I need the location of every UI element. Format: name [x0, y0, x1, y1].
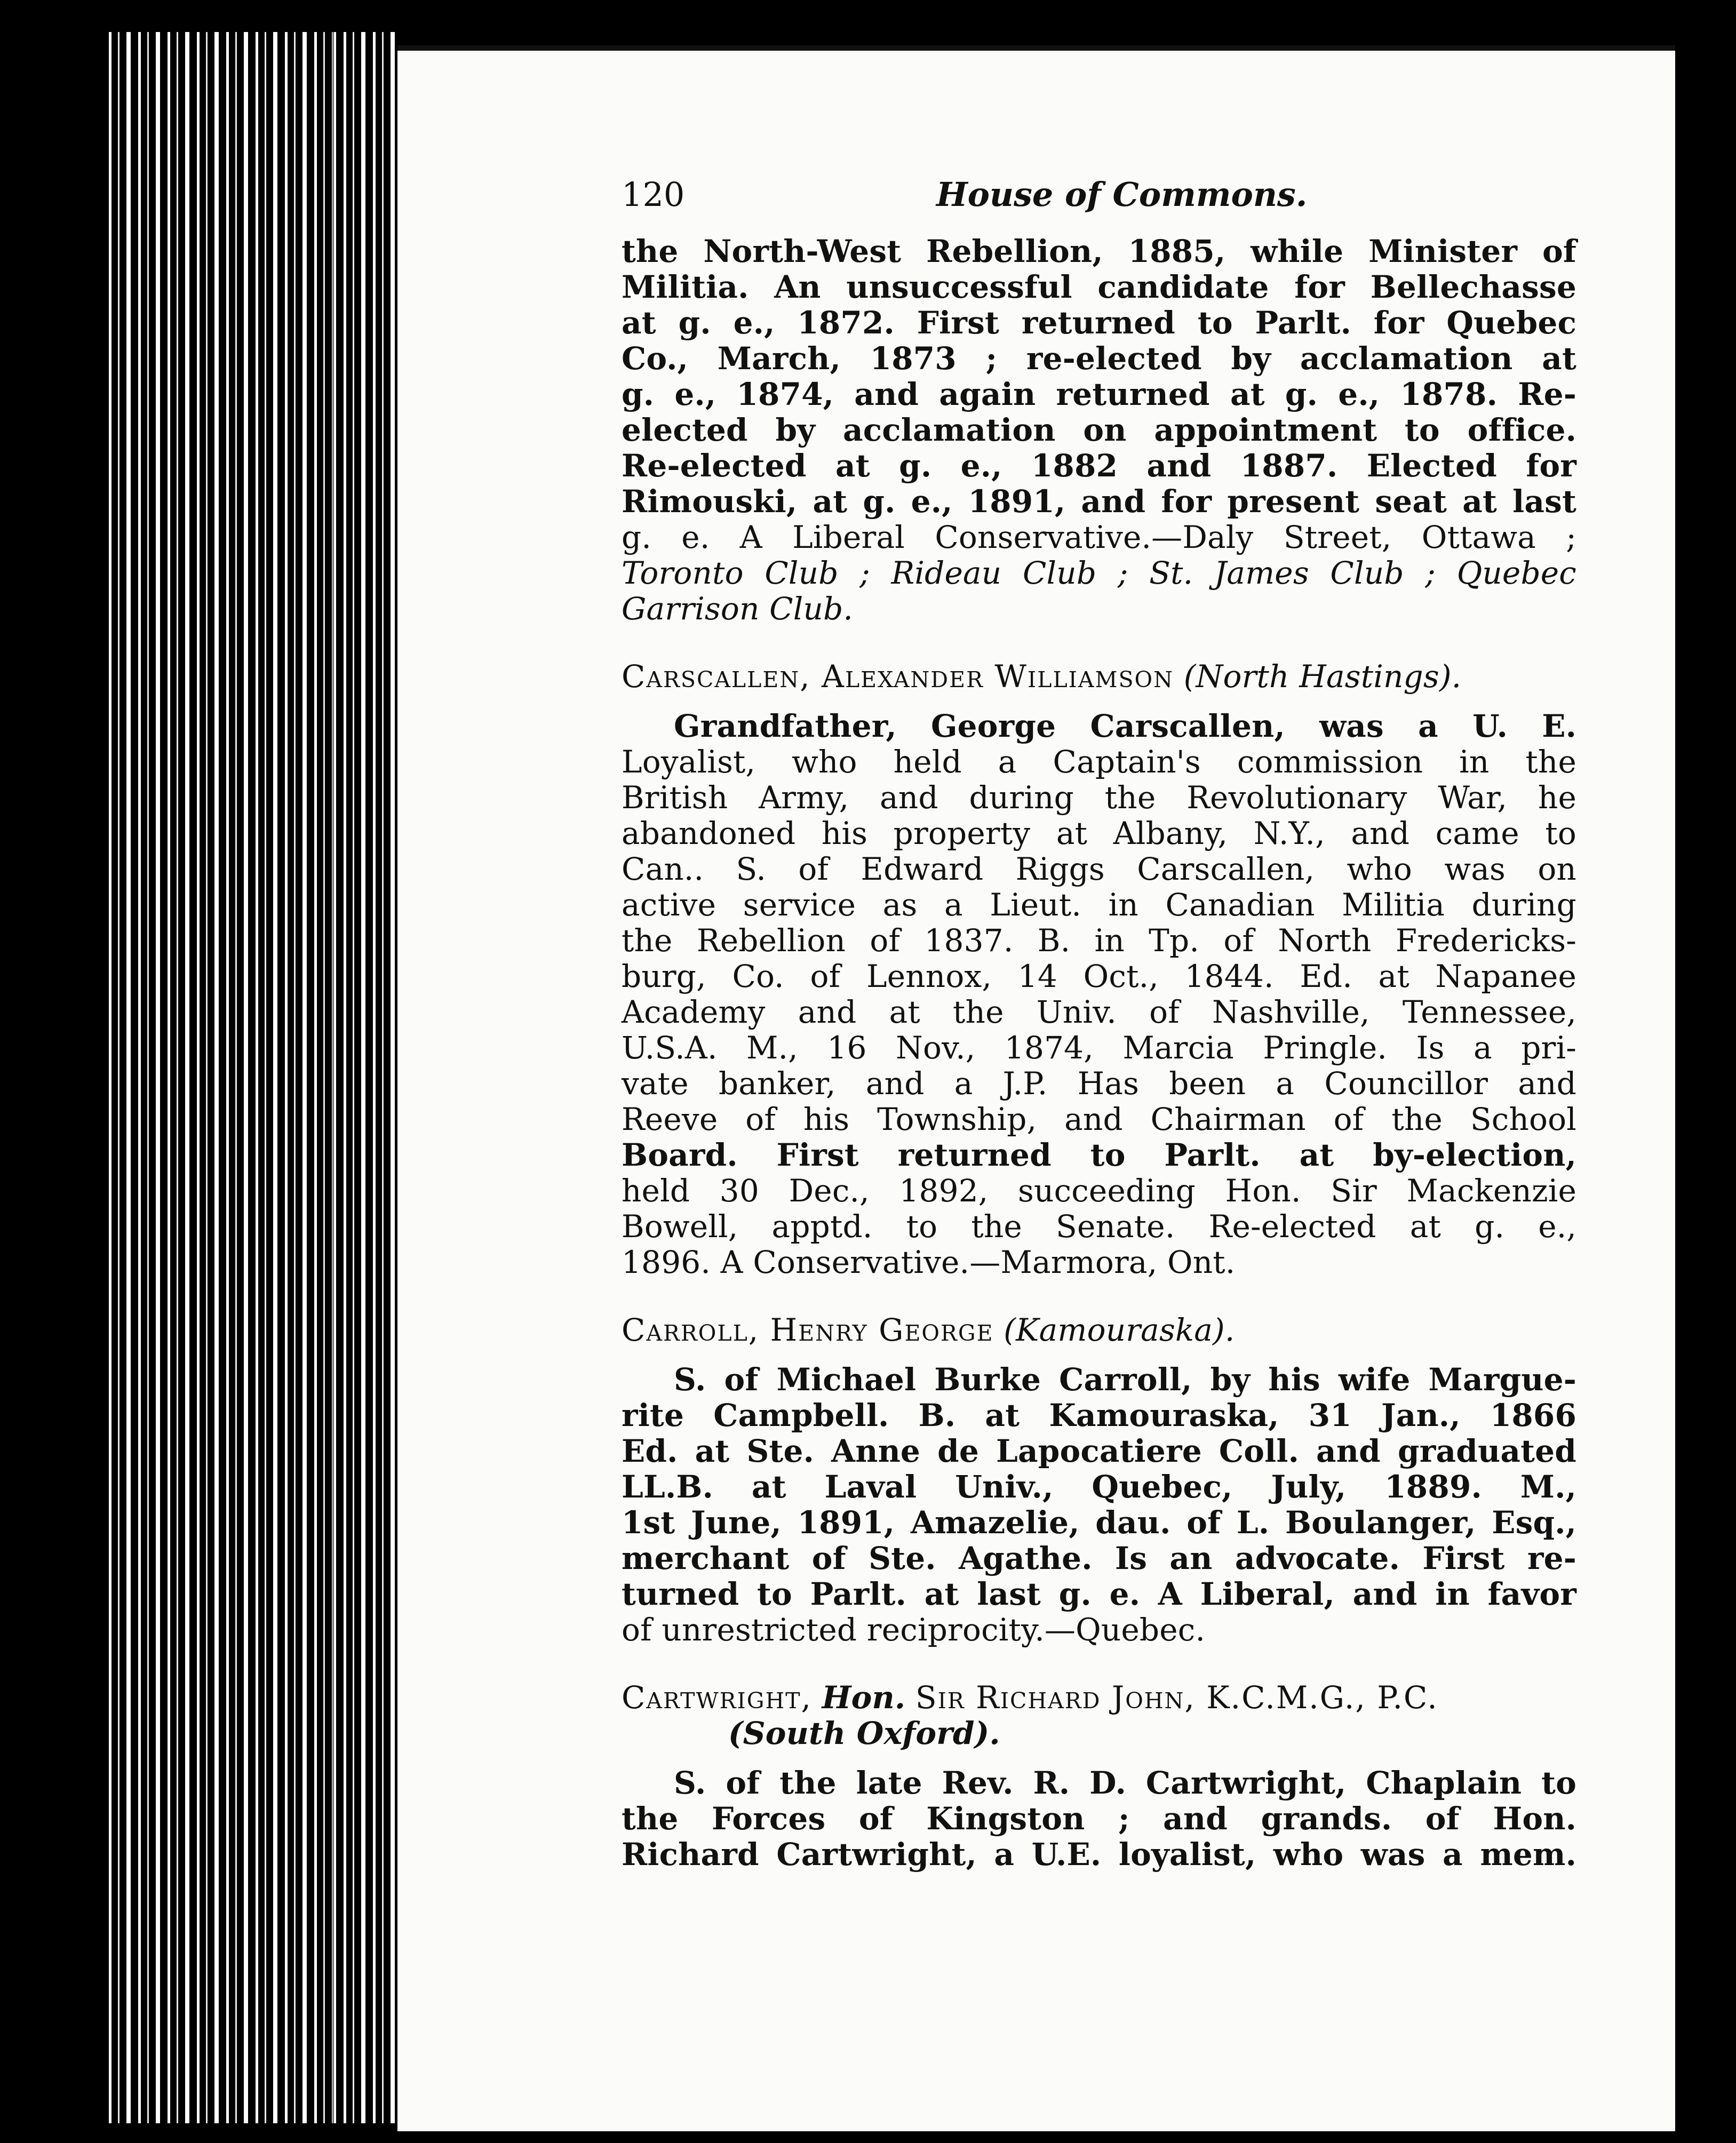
text-line: 1st June, 1891, Amazelie, dau. of L. Boulanger, Esq.,: [622, 1504, 1576, 1541]
book-page: [397, 45, 1675, 2131]
member-name: Carroll, Henry George: [622, 1312, 994, 1348]
text-line: Richard Cartwright, a U.E. loyalist, who was a mem.: [622, 1836, 1576, 1873]
text-line: active service as a Lieut. in Canadian Militia during: [622, 887, 1576, 923]
text-line: the Forces of Kingston ; and grands. of Hon.: [622, 1801, 1576, 1837]
text-line: at g. e., 1872. First returned to Parlt. for Quebec: [622, 305, 1576, 341]
text-line: merchant of Ste. Agathe. Is an advocate. First re-: [622, 1540, 1576, 1576]
text-line: Toronto Club ; Rideau Club ; St. James Club ; Quebec: [622, 555, 1576, 591]
member-riding: (Kamouraska).: [1004, 1312, 1235, 1348]
entry-heading: [622, 1312, 1576, 1348]
member-name: Cartwright,: [622, 1679, 812, 1716]
text-line: rite Campbell. B. at Kamouraska, 31 Jan., 1866: [622, 1397, 1576, 1433]
page-number: 120: [622, 175, 685, 214]
entry-carscallen: [622, 659, 1576, 1280]
entry-heading: [622, 659, 1576, 695]
entry-cartwright: [622, 1680, 1576, 1873]
text-line: Grandfather, George Carscallen, was a U. E.: [674, 708, 1576, 744]
text-line: Garrison Club.: [622, 591, 854, 627]
entry-heading: [622, 1680, 1576, 1716]
member-riding: (South Oxford).: [728, 1715, 1000, 1751]
text-line: the North-West Rebellion, 1885, while Minister of: [622, 233, 1576, 269]
member-riding: (North Hastings).: [1183, 658, 1462, 695]
member-name: Carscallen, Alexander Williamson: [622, 658, 1174, 695]
member-honorific: Hon.: [822, 1679, 906, 1716]
text-line: Co., March, 1873 ; re-elected by acclamation at: [622, 340, 1576, 377]
text-line: U.S.A. M., 16 Nov., 1874, Marcia Pringle. Is a pri-: [622, 1030, 1576, 1066]
text-line: Board. First returned to Parlt. at by-election,: [622, 1137, 1576, 1173]
text-line: Academy and at the Univ. of Nashville, Tennessee,: [622, 994, 1576, 1030]
text-line: Reeve of his Township, and Chairman of the School: [622, 1101, 1576, 1137]
text-line: the Rebellion of 1837. B. in Tp. of North Fredericks-: [622, 922, 1576, 959]
text-block: [622, 171, 1576, 1873]
member-name-rest: Sir Richard John, K.C.M.G., P.C.: [915, 1679, 1438, 1716]
text-line: British Army, and during the Revolutionary War, he: [622, 779, 1576, 816]
text-line: Bowell, apptd. to the Senate. Re-elected at g. e.,: [622, 1208, 1576, 1245]
page-edge-shadow: [299, 32, 405, 2123]
text-line: turned to Parlt. at last g. e. A Liberal, and in favor: [622, 1576, 1576, 1612]
text-line: LL.B. at Laval Univ., Quebec, July, 1889. M.,: [622, 1469, 1576, 1505]
text-line: burg, Co. of Lennox, 14 Oct., 1844. Ed. at Napanee: [622, 958, 1576, 994]
text-line: 1896. A Conservative.—Marmora, Ont.: [622, 1244, 1236, 1280]
page-title: House of Commons.: [936, 175, 1308, 214]
text-line: elected by acclamation on appointment to office.: [622, 412, 1576, 448]
text-line: S. of the late Rev. R. D. Cartwright, Chaplain to: [674, 1765, 1576, 1801]
text-line: S. of Michael Burke Carroll, by his wife Margue-: [674, 1361, 1576, 1398]
text-line: vate banker, and a J.P. Has been a Councillor and: [622, 1065, 1576, 1102]
text-line: Militia. An unsuccessful candidate for Bellechasse: [622, 269, 1576, 305]
text-line: Loyalist, who held a Captain's commission in the: [622, 744, 1576, 780]
entry-heading-riding: [622, 1716, 1576, 1751]
text-line: of unrestricted reciprocity.—Quebec.: [622, 1612, 1206, 1648]
text-line: Can.. S. of Edward Riggs Carscallen, who was on: [622, 851, 1576, 887]
continuation-paragraph: [622, 234, 1576, 627]
text-line: Re-elected at g. e., 1882 and 1887. Elected for: [622, 448, 1576, 484]
entry-carroll: [622, 1312, 1576, 1648]
text-line: Ed. at Ste. Anne de Lapocatiere Coll. and graduated: [622, 1433, 1576, 1469]
text-line: g. e., 1874, and again returned at g. e., 1878. Re-: [622, 376, 1576, 412]
text-line: Rimouski, at g. e., 1891, and for present seat at last: [622, 483, 1576, 520]
text-line: abandoned his property at Albany, N.Y., and came to: [622, 815, 1576, 851]
text-line: g. e. A Liberal Conservative.—Daly Street, Ottawa ;: [622, 519, 1576, 555]
running-head: [622, 171, 1576, 219]
text-line: held 30 Dec., 1892, succeeding Hon. Sir Mackenzie: [622, 1173, 1576, 1209]
